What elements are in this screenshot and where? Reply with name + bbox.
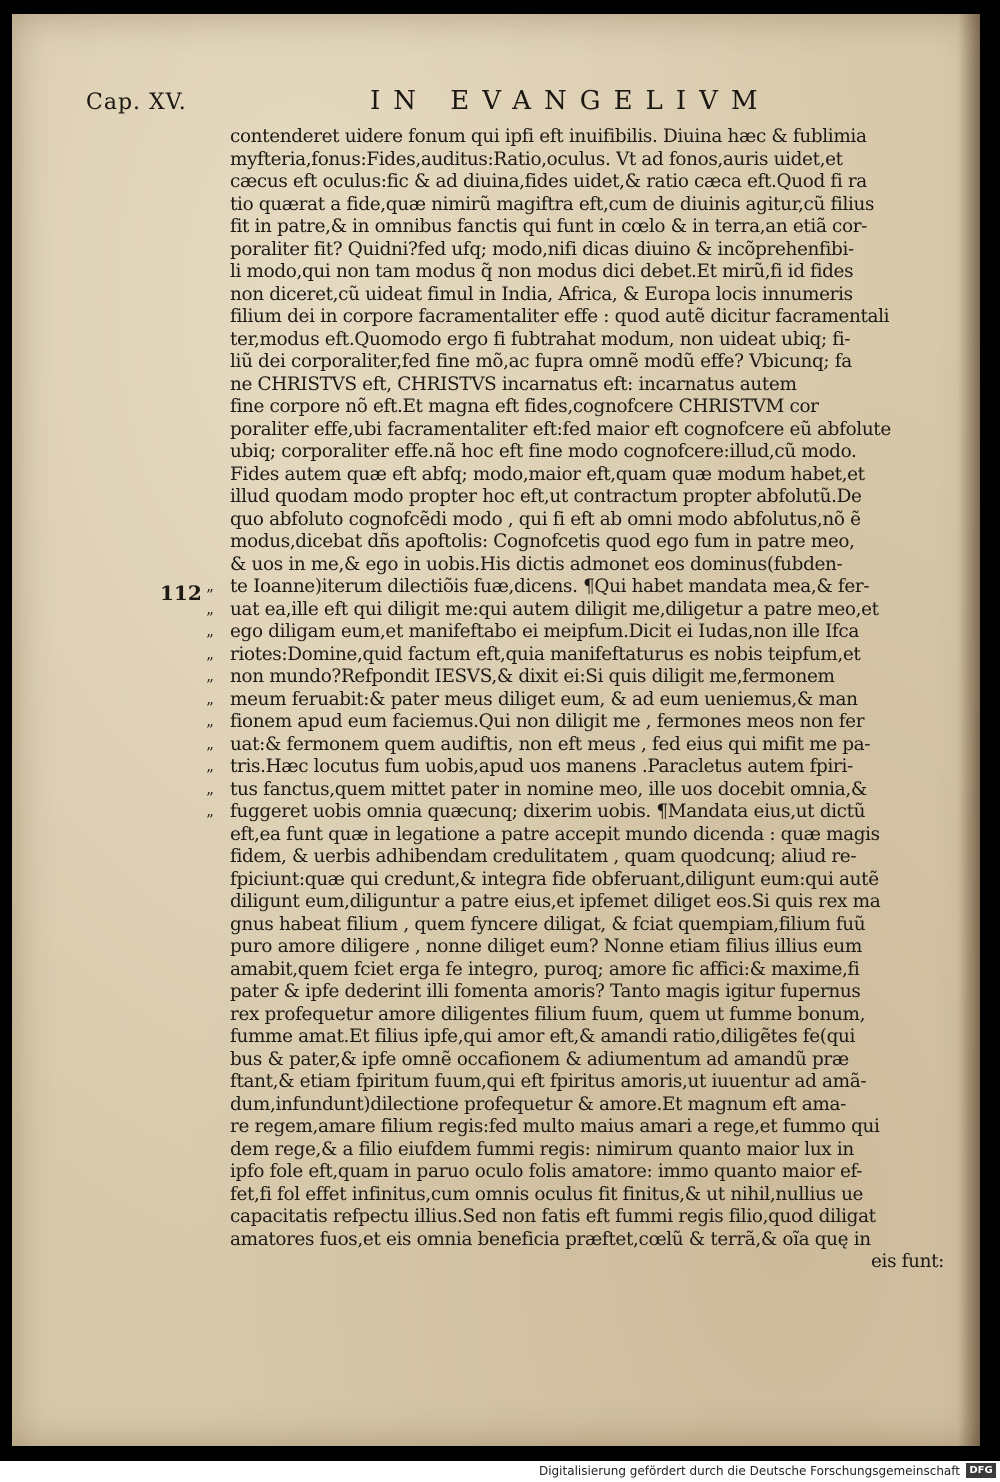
text-line: fine corpore nõ eft.Et magna eft fides,cognofcere CHRISTVM cor <box>230 396 819 417</box>
text-line: fet,fi fol effet infinitus,cum omnis oculus fit finitus,& ut nihil,nullius ue <box>230 1183 864 1205</box>
quote-mark: ” <box>206 586 214 604</box>
quote-mark: ” <box>206 608 214 627</box>
quote-mark: ” <box>206 766 214 784</box>
text-line: pater & ipfe dederint illi fomenta amoris? Tanto magis igitur fupernus <box>230 981 861 1002</box>
text-line: myfteria,fonus:Fides,auditus:Ratio,oculus. Vt ad fonos,auris uidet,et <box>230 148 843 170</box>
text-line: ubiq; corporaliter effe.nã hoc eft fine modo cognofcere:illud,cũ modo. <box>230 441 857 462</box>
text-line: ipfo fole eft,quam in paruo oculo folis amatore: immo quanto maior ef- <box>230 1161 863 1182</box>
text-line: poraliter fit? Quidni?fed ufq; modo,nifi dicas diuino & incõprehenfibi- <box>230 238 854 260</box>
text-line: amabit,quem fciet erga fe integro, puroq; amore fic affici:& maxime,fi <box>230 958 860 980</box>
running-head <box>86 86 786 126</box>
margin-quote-marks <box>206 584 230 832</box>
text-line: riotes:Domine,quid factum eft,quia manifeftaturus es nobis teipfum,et <box>230 643 861 665</box>
page-edge-shadow <box>958 14 980 1446</box>
digitization-footer <box>0 1461 1000 1482</box>
text-line: filium dei in corpore facramentaliter effe : quod autẽ dicitur facramentali <box>230 306 890 327</box>
text-line: fionem apud eum faciemus.Qui non diligit me , fermones meos non fer <box>230 711 865 732</box>
text-line: li modo,qui non tam modus q̃ non modus dici debet.Et mirũ,fi id fides <box>230 261 854 282</box>
text-line: poraliter effe,ubi facramentaliter eft:fed maior eft cognofcere eũ abfolute <box>230 418 891 440</box>
text-line: capacitatis refpectu illius.Sed non fatis eft fummi regis filio,quod diligat <box>230 1206 876 1227</box>
quote-mark: ” <box>206 743 214 762</box>
quote-mark: ” <box>206 653 214 672</box>
text-line: Fides autem quæ eft abfq; modo,maior eft,quam quæ modum habet,et <box>230 463 865 485</box>
text-line: ftant,& etiam fpiritum fuum,qui eft fpiritus amoris,ut iuuentur ad amã- <box>230 1071 867 1092</box>
text-line: uat:& fermonem quem audiftis, non eft meus , fed eius qui mifit me pa- <box>230 733 871 755</box>
text-line: liũ dei corporaliter,fed fine mõ,ac fupra omnẽ modũ effe? Vbicunq; fa <box>230 351 852 372</box>
text-line: tio quærat a fide,quæ nimirũ magiftra eft,cum de diuinis agitur,cũ filius <box>230 193 875 215</box>
quote-mark: ” <box>206 631 214 649</box>
quote-mark: ” <box>206 788 214 807</box>
footer-credit: Digitalisierung gefördert durch die Deutsche Forschungsgemeinschaft <box>538 1464 960 1478</box>
text-line: fit in patre,& in omnibus fanctis qui funt in cœlo & in terra,an etiã cor- <box>230 216 868 237</box>
text-line: non diceret,cũ uideat fimul in India, Africa, & Europa locis innumeris <box>230 283 853 305</box>
text-line: eis funt: <box>871 1251 944 1272</box>
quote-mark: ” <box>206 676 214 694</box>
text-line: illud quodam modo propter hoc eft,ut contractum propter abfolutũ.De <box>230 486 862 507</box>
text-line: tus fanctus,quem mittet pater in nomine meo, ille uos docebit omnia,& <box>230 778 867 800</box>
text-line: diligunt eum,diliguntur a patre eius,et ipfemet diliget eos.Si quis rex ma <box>230 891 881 912</box>
body-text <box>230 126 950 1274</box>
text-line: contenderet uidere fonum qui ipfi eft inuifibilis. Diuina hæc & fublimia <box>230 126 867 147</box>
running-title: IN EVANGELIVM <box>370 86 771 116</box>
text-line: tris.Hæc locutus fum uobis,apud uos manens .Paracletus autem fpiri- <box>230 756 853 777</box>
margin-folio-number: 112 <box>160 581 202 605</box>
text-line: ego diligam eum,et manifeftabo ei meipfum.Dicit ei Iudas,non ille Ifca <box>230 621 859 642</box>
text-line: fidem, & uerbis adhibendam credulitatem , quam quodcunq; aliud re- <box>230 846 857 867</box>
text-line: meum feruabit:& pater meus diliget eum, & ad eum ueniemus,& man <box>230 688 858 710</box>
text-line: gnus habeat filium , quem fyncere diligat, & fciat quempiam,filium fuũ <box>230 913 866 935</box>
text-line: modus,dicebat dñs apoftolis: Cognofcetis quod ego fum in patre meo, <box>230 531 855 552</box>
quote-mark: ” <box>206 811 214 829</box>
chapter-label: Cap. XV. <box>86 90 187 115</box>
quote-mark: ” <box>206 721 214 739</box>
text-line: uat ea,ille eft qui diligit me:qui autem diligit me,diligetur a patre meo,et <box>230 598 879 620</box>
text-line: eft,ea funt quæ in legatione a patre accepit mundo dicenda : quæ magis <box>230 823 880 845</box>
text-line: re regem,amare filium regis:fed multo maius amari a rege,et fummo qui <box>230 1116 880 1137</box>
text-line: fuggeret uobis omnia quæcunq; dixerim uobis. ¶Mandata eius,ut dictũ <box>230 801 866 822</box>
text-line: ter,modus eft.Quomodo ergo fi fubtrahat modum, non uideat ubiq; fi- <box>230 328 851 350</box>
text-line: puro amore diligere , nonne diliget eum? Nonne etiam filius illius eum <box>230 936 863 957</box>
text-line: dem rege,& a filio eiufdem fummi regis: nimirum quanto maior lux in <box>230 1138 854 1160</box>
text-line: rex profequetur amore diligentes filium fuum, quem ut fumme bonum, <box>230 1003 866 1025</box>
text-line: bus & pater,& ipfe omnẽ occafionem & adiumentum ad amandũ præ <box>230 1048 849 1070</box>
text-line: cæcus eft oculus:fic & ad diuina,fides uidet,& ratio cæca eft.Quod fi ra <box>230 171 867 192</box>
text-line: quo abfoluto cognofcẽdi modo , qui fi eft ab omni modo abfolutus,nõ ẽ <box>230 508 861 530</box>
text-line: te Ioanne)iterum dilectiõis fuæ,dicens. ¶Qui habet mandata mea,& fer- <box>230 576 870 597</box>
dfg-logo: DFG <box>966 1463 996 1478</box>
text-line: fumme amat.Et filius ipfe,qui amor eft,& amandi ratio,diligẽtes fe(qui <box>230 1026 856 1047</box>
text-line: ne CHRISTVS eft, CHRISTVS incarnatus eft: incarnatus autem <box>230 373 797 395</box>
text-line: dum,infundunt)dilectione profequetur & amore.Et magnum eft ama- <box>230 1093 846 1115</box>
text-line: non mundo?Refpondit IESVS,& dixit ei:Si quis diligit me,fermonem <box>230 666 835 687</box>
text-line: & uos in me,& ego in uobis.His dictis admonet eos dominus(fubden- <box>230 553 843 575</box>
quote-mark: ” <box>206 698 214 717</box>
text-line: fpiciunt:quæ qui credunt,& integra fide obferuant,diligunt eum:qui autẽ <box>230 868 879 890</box>
text-line: amatores fuos,et eis omnia beneficia præftet,cœlũ & terrã,& oĩa quę in <box>230 1228 871 1250</box>
